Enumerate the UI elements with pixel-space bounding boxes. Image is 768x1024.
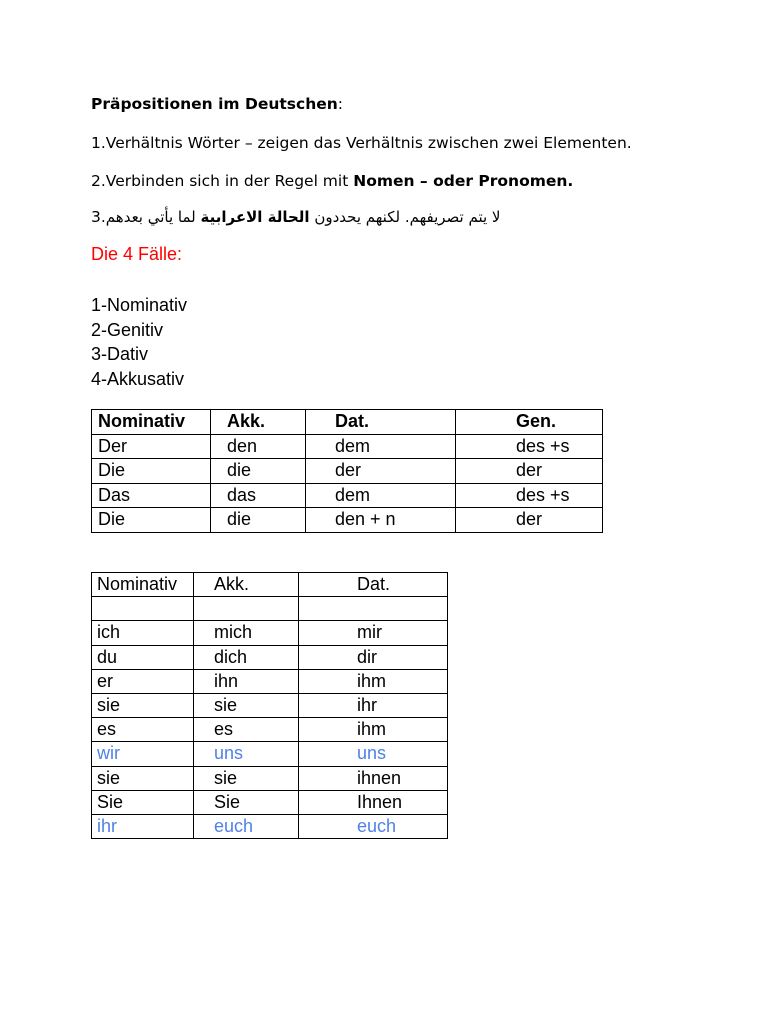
rule-line-2: 2.Verbinden sich in der Regel mit Nomen – oder Pronomen. [91,172,574,190]
table-cell: ihr [92,814,194,838]
table-cell: es [194,718,299,742]
table-cell: uns [299,742,448,766]
pronouns-table [91,572,448,839]
table-cell: dem [306,483,456,508]
header-cell: Dat. [299,573,448,597]
table-header-row [92,573,448,597]
table-cell: die [211,459,306,484]
table-row [92,483,603,508]
cases-list [91,293,187,391]
table-cell [92,597,194,621]
table-cell: ich [92,621,194,645]
table-cell: das [211,483,306,508]
table-cell: dich [194,645,299,669]
cases-heading: Die 4 Fälle: [91,244,183,264]
table-cell: sie [92,766,194,790]
table-cell: euch [299,814,448,838]
table-cell: sie [194,693,299,717]
table-cell: der [456,459,603,484]
table-cell: es [92,718,194,742]
table-row-highlight [92,814,448,838]
table-cell: Der [92,434,211,459]
table-cell: er [92,669,194,693]
table-cell: des +s [456,483,603,508]
case-item: 1-Nominativ [91,295,188,315]
header-cell: Gen. [456,410,603,435]
table-cell: ihm [299,669,448,693]
table-cell: mir [299,621,448,645]
table-cell: sie [194,766,299,790]
table-cell: Die [92,508,211,533]
table-cell: ihnen [299,766,448,790]
table-cell [194,597,299,621]
table-row [92,669,448,693]
table-cell: uns [194,742,299,766]
table-cell: der [456,508,603,533]
table-cell: Das [92,483,211,508]
table-cell: die [211,508,306,533]
table-row [92,621,448,645]
table-row [92,645,448,669]
articles-table [91,409,603,533]
rule-line-1: 1.Verhältnis Wörter – zeigen das Verhältnis zwischen zwei Elementen. [91,134,632,152]
table-row [92,693,448,717]
table-row [92,508,603,533]
table-row [92,459,603,484]
rule-line-3: 3. لا يتم تصريفهم. لكنهم يحددون الحالة الاعرابية لما يأتي بعدهم [91,208,501,226]
table-cell: sie [92,693,194,717]
table-cell: wir [92,742,194,766]
table-cell: Sie [92,790,194,814]
case-item: 2-Genitiv [91,319,164,340]
table-cell: mich [194,621,299,645]
table-cell: der [306,459,456,484]
arabic-text: لا يتم تصريفهم. لكنهم يحددون الحالة الاعرابية لما يأتي بعدهم [105,208,501,226]
table-row [92,718,448,742]
table-cell: den [211,434,306,459]
table-row [92,790,448,814]
table-cell: ihm [299,718,448,742]
table-cell: du [92,645,194,669]
table-row-highlight [92,742,448,766]
table-header-row [92,410,603,435]
table-cell: Ihnen [299,790,448,814]
rule-line-2-bold: Nomen – oder Pronomen. [353,172,574,190]
header-cell: Akk. [194,573,299,597]
case-item: 4-Akkusativ [91,368,185,389]
table-cell: des +s [456,434,603,459]
table-row [92,597,448,621]
page-title: Präpositionen im Deutschen: [91,95,344,113]
table-cell [299,597,448,621]
table-cell: dem [306,434,456,459]
table-cell: Sie [194,790,299,814]
table-cell: dir [299,645,448,669]
table-cell: euch [194,814,299,838]
header-cell: Nominativ [92,573,194,597]
table-cell: ihn [194,669,299,693]
header-cell: Dat. [306,410,456,435]
table-row [92,766,448,790]
case-item: 3-Dativ [91,344,149,364]
table-cell: ihr [299,693,448,717]
header-cell: Nominativ [92,410,211,435]
table-row [92,434,603,459]
table-cell: Die [92,459,211,484]
header-cell: Akk. [211,410,306,435]
table-cell: den + n [306,508,456,533]
